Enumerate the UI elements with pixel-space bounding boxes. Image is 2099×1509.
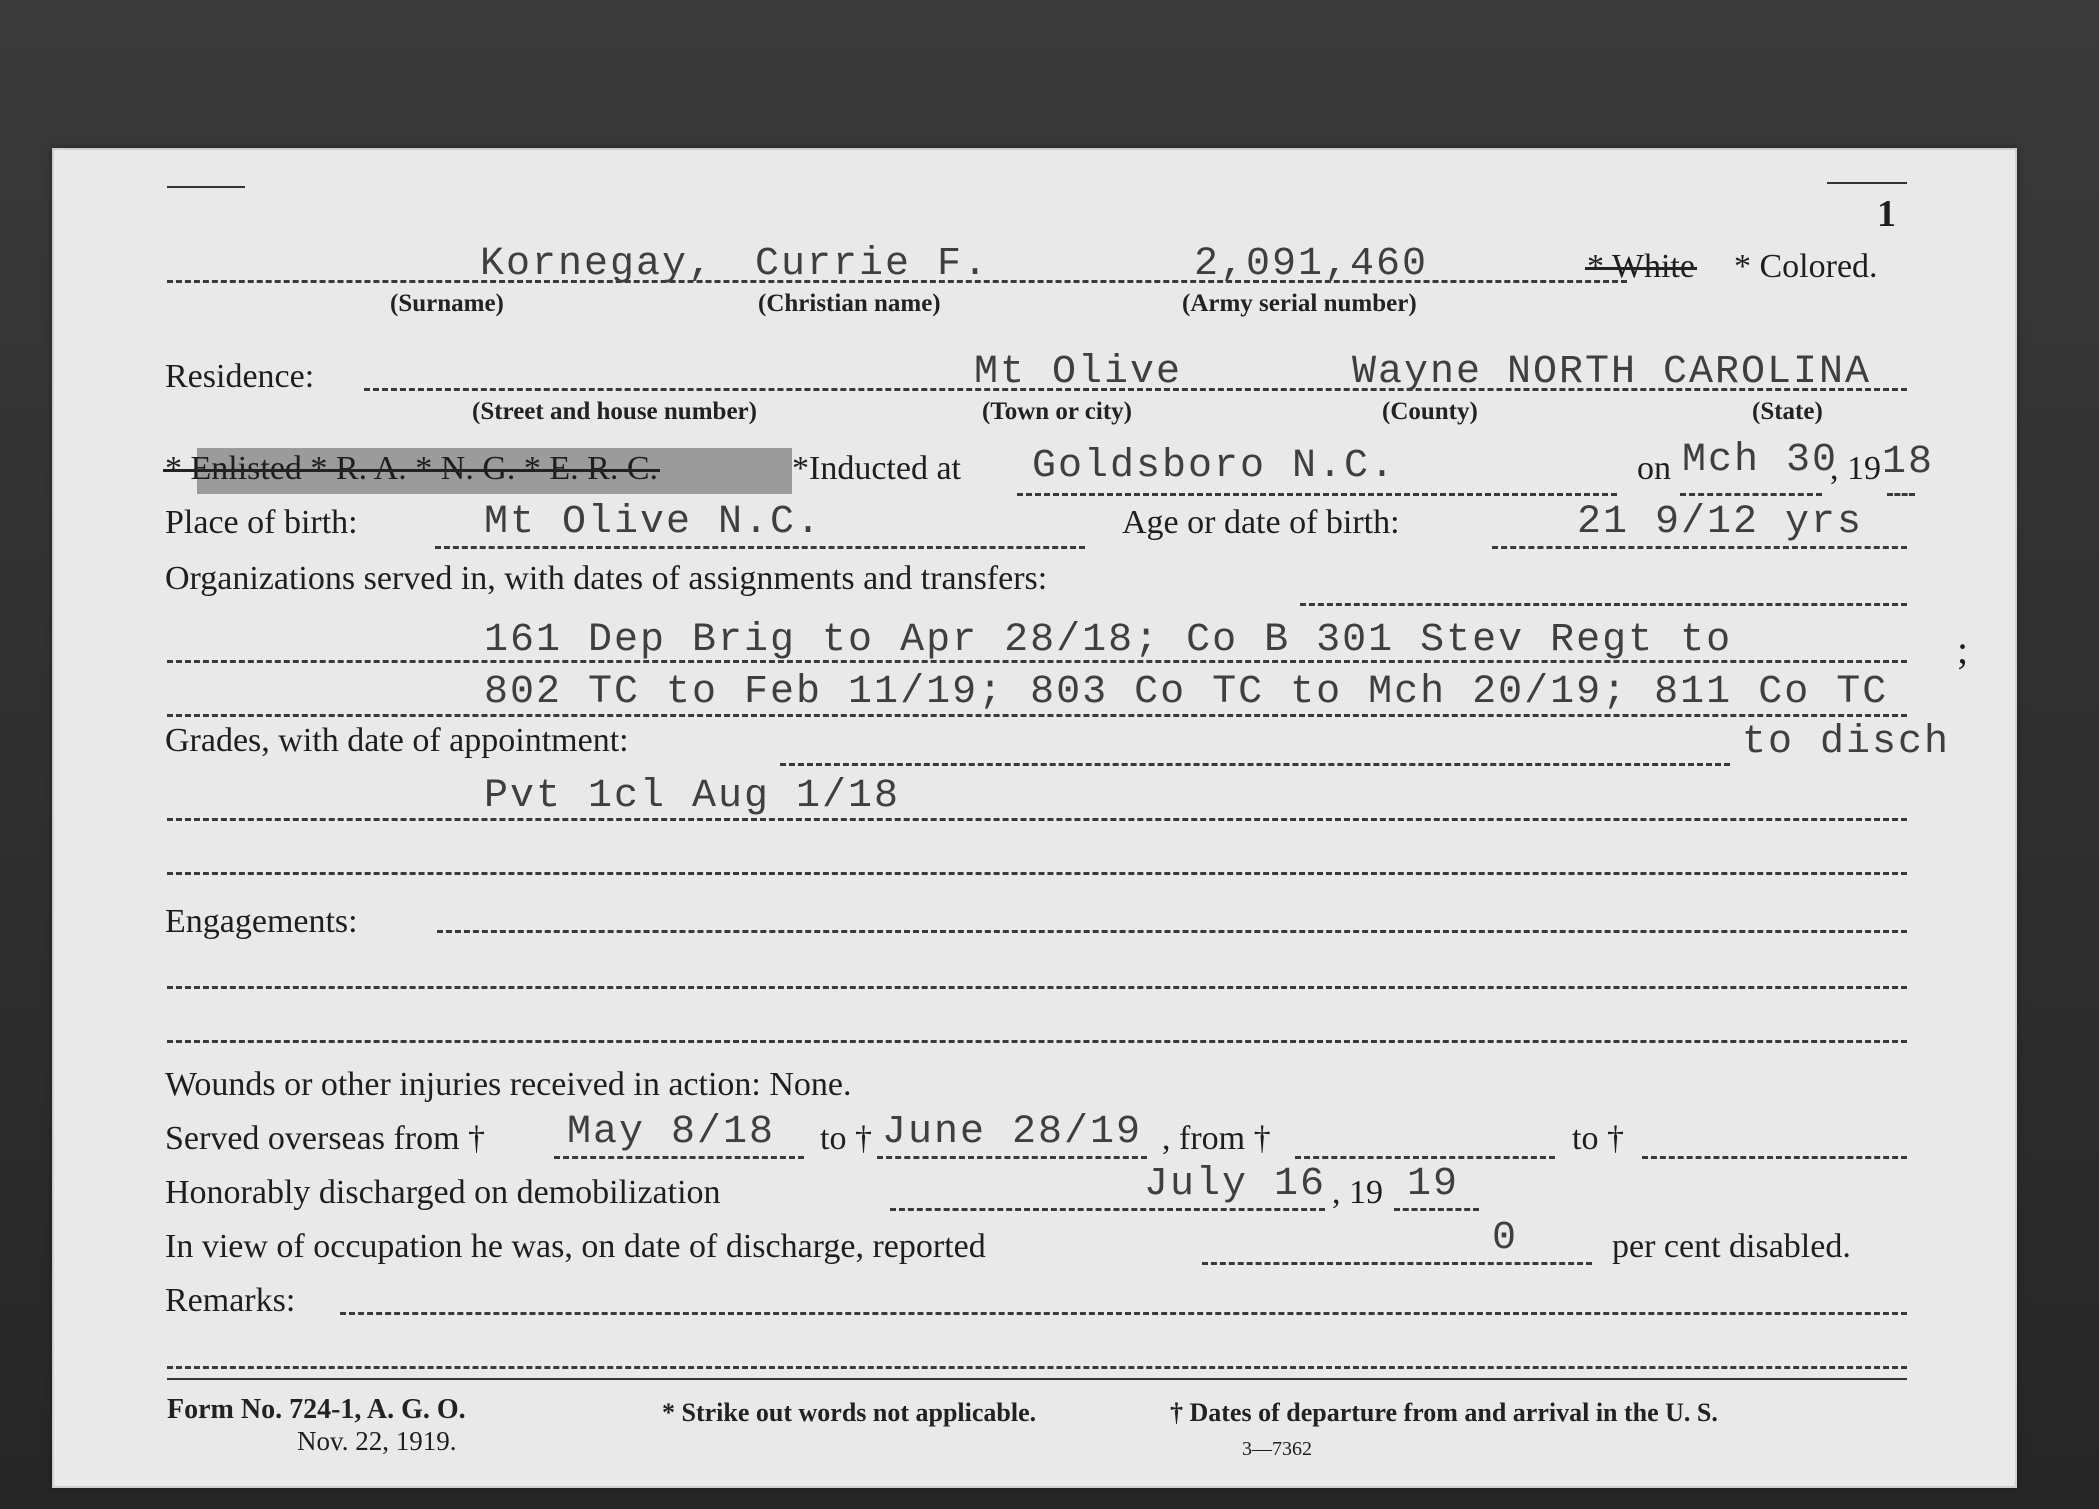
disability-label: In view of occupation he was, on date of discharge, reported [165, 1228, 986, 1265]
overseas-to-label: to † [820, 1120, 872, 1157]
grades-label: Grades, with date of appointment: [165, 722, 629, 759]
disability-line [1202, 1262, 1592, 1265]
remarks-label: Remarks: [165, 1282, 296, 1319]
dates-note: † Dates of departure from and arrival in the U. S. [1170, 1398, 1718, 1427]
remarks-line-1 [167, 1366, 1907, 1369]
induction-year-value: 18 [1882, 440, 1935, 485]
grades-value: Pvt 1cl Aug 1/18 [484, 774, 901, 819]
engagements-line-2 [167, 1040, 1907, 1043]
serial-number-value: 2,091,460 [1194, 242, 1429, 287]
christian-name-value: Currie F. [755, 242, 990, 287]
surname-caption: (Surname) [390, 290, 504, 317]
discharge-year-value: 19 [1407, 1162, 1460, 1207]
overseas-label: Served overseas from † [165, 1120, 486, 1157]
surname-value: Kornegay, [480, 242, 715, 287]
organizations-value-1: 161 Dep Brig to Apr 28/18; Co B 301 Stev Regt to [484, 618, 1733, 663]
age-label: Age or date of birth: [1122, 504, 1400, 541]
form-number: Form No. 724-1, A. G. O. [167, 1394, 466, 1425]
induction-date-line [1680, 493, 1822, 496]
grades-line-0 [780, 763, 1730, 766]
disability-suffix: per cent disabled. [1612, 1228, 1851, 1265]
state-value: NORTH CAROLINA [1507, 350, 1872, 395]
race-colored-option: * Colored. [1734, 248, 1878, 285]
inducted-label: *Inducted at [792, 450, 961, 487]
service-record-card [52, 148, 2017, 1488]
organizations-value-3: to disch [1742, 720, 1951, 765]
discharge-date-value: July 16 [1144, 1162, 1327, 1207]
discharge-label: Honorably discharged on demobilization [165, 1174, 721, 1211]
form-date: Nov. 22, 1919. [297, 1426, 457, 1456]
county-caption: (County) [1382, 398, 1478, 425]
organizations-label: Organizations served in, with dates of assignments and transfers: [165, 560, 1048, 597]
overseas-to2-label: to † [1572, 1120, 1624, 1157]
organizations-line-0 [1300, 603, 1907, 606]
overseas-to2-line [1642, 1156, 1907, 1159]
print-code: 3—7362 [1242, 1438, 1312, 1460]
organizations-value-2: 802 TC to Feb 11/19; 803 Co TC to Mch 20/19; 811 Co TC [484, 670, 1889, 715]
engagements-label: Engagements: [165, 903, 358, 940]
organizations-semicolon: ; [1957, 627, 1969, 672]
town-caption: (Town or city) [982, 398, 1132, 425]
inducted-place-line [1017, 493, 1617, 496]
wounds-label: Wounds or other injuries received in action: None. [165, 1066, 852, 1103]
town-value: Mt Olive [974, 350, 1183, 395]
induction-year-line [1887, 493, 1915, 496]
christian-name-caption: (Christian name) [758, 290, 941, 317]
remarks-line-0 [340, 1312, 1907, 1315]
discharge-date-line [890, 1208, 1325, 1211]
card-number: 1 [1877, 193, 1896, 235]
top-right-rule [1827, 182, 1907, 184]
residence-label: Residence: [165, 358, 315, 395]
place-of-birth-line [435, 546, 1085, 549]
discharge-year-prefix: , 19 [1332, 1174, 1383, 1211]
overseas-from-value: May 8/18 [567, 1110, 776, 1155]
on-label: on [1637, 450, 1671, 487]
discharge-year-line [1394, 1208, 1479, 1211]
overseas-from-line [554, 1156, 804, 1159]
grades-line-1 [167, 818, 1907, 821]
overseas-from2-line [1295, 1156, 1555, 1159]
age-value: 21 9/12 yrs [1577, 500, 1864, 545]
place-of-birth-label: Place of birth: [165, 504, 358, 541]
overseas-to-value: June 28/19 [882, 1110, 1143, 1155]
state-caption: (State) [1752, 398, 1823, 425]
county-value: Wayne [1352, 350, 1483, 395]
engagements-line-1 [167, 986, 1907, 989]
race-white-option: * White [1587, 248, 1695, 285]
footer-rule [167, 1378, 1907, 1380]
enlisted-struck-text: * Enlisted * R. A. * N. G. * E. R. C. [165, 450, 659, 487]
overseas-to-line [877, 1156, 1147, 1159]
induction-date-value: Mch 30 [1682, 438, 1839, 483]
engagements-line-0 [437, 930, 1907, 933]
strike-out-note: * Strike out words not applicable. [662, 1398, 1037, 1427]
grades-line-2 [167, 872, 1907, 875]
top-left-rule [167, 186, 245, 188]
street-caption: (Street and house number) [472, 398, 757, 425]
age-line [1492, 546, 1907, 549]
place-of-birth-value: Mt Olive N.C. [484, 500, 823, 545]
disability-value: 0 [1492, 1216, 1519, 1261]
induction-year-prefix: , 19 [1830, 450, 1881, 487]
serial-number-caption: (Army serial number) [1182, 290, 1417, 317]
inducted-place-value: Goldsboro N.C. [1032, 444, 1397, 489]
overseas-from2-label: , from † [1162, 1120, 1271, 1157]
